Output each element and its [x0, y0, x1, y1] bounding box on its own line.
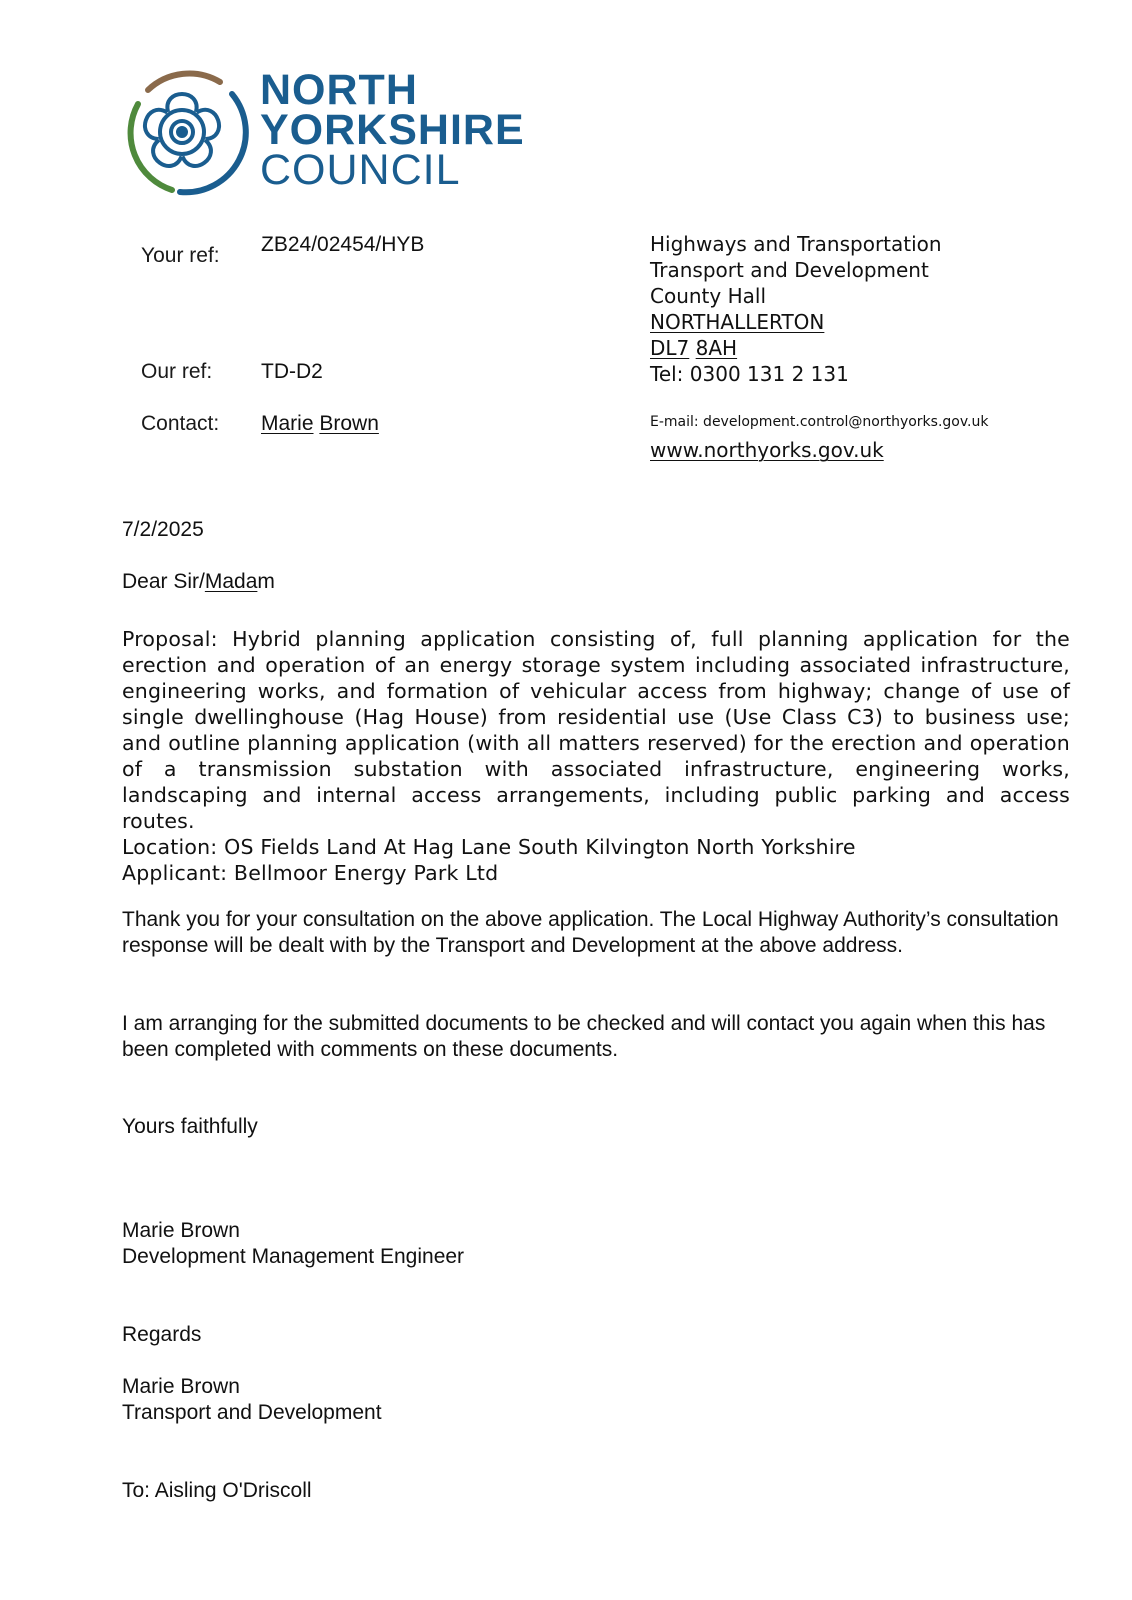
contact-label: Contact: [141, 412, 220, 435]
salutation-underlined: Mada [204, 570, 258, 593]
contact-last-name: Brown [319, 412, 379, 435]
proposal-text: Proposal: Hybrid planning application consisting of, full planning application for the erection and operation of an energy storage system including associated infrastructure, engineering works, and formation of vehicular access from highway; change of use of single dwellinghouse (Hag House) from residential use (Use Class C3) to business use; and outline planning application (with all matters reserved) for the erection and operation of a transmission substation with associated infrastructure, engineering works, landscaping and internal access arrangements, including public parking and access routes. [122, 627, 1070, 833]
address-town: NORTHALLERTON [650, 310, 825, 334]
council-logo [120, 64, 525, 204]
proposal-block [122, 626, 1070, 886]
address-email[interactable]: E-mail: development.control@northyorks.gov.uk [650, 414, 989, 430]
address-postcode-inward: 8AH [695, 336, 738, 360]
logo-word-council: COUNCIL [260, 146, 461, 194]
your-ref-value: ZB24/02454/HYB [261, 233, 425, 256]
contact-first-name: Marie [261, 412, 314, 435]
signatory-2-name: Marie Brown [122, 1375, 240, 1398]
address-block [650, 231, 942, 387]
closing: Yours faithfully [122, 1115, 258, 1138]
signatory-1-title: Development Management Engineer [122, 1245, 465, 1268]
address-line-3: County Hall [650, 284, 766, 308]
logo-word-north: NORTH [260, 66, 418, 114]
address-line-2: Transport and Development [650, 258, 929, 282]
salutation-suffix: m [257, 570, 275, 593]
salutation-prefix: Dear Sir/ [122, 570, 205, 593]
body-paragraph-2: I am arranging for the submitted documents to be checked and will contact you again when this has been completed with comments on these documents. [122, 1012, 1046, 1061]
contact-name [261, 411, 379, 437]
address-postcode-outward: DL7 [650, 336, 690, 360]
white-rose-emblem-icon [120, 64, 250, 199]
address-line-1: Highways and Transportation [650, 232, 942, 256]
website-link[interactable]: www.northyorks.gov.uk [650, 438, 884, 462]
applicant-text: Applicant: Bellmoor Energy Park Ltd [122, 861, 499, 885]
your-ref-label: Your ref: [141, 244, 220, 267]
signatory-1-name: Marie Brown [122, 1219, 240, 1242]
our-ref-label: Our ref: [141, 360, 213, 383]
our-ref-value: TD-D2 [261, 360, 323, 383]
address-telephone: Tel: 0300 131 2 131 [650, 362, 849, 386]
letter-date: 7/2/2025 [122, 518, 204, 541]
signatory-2-title: Transport and Development [122, 1401, 382, 1424]
salutation [122, 569, 275, 595]
location-text: Location: OS Fields Land At Hag Lane South Kilvington North Yorkshire [122, 835, 856, 859]
recipient: To: Aisling O'Driscoll [122, 1479, 312, 1502]
logo-word-yorkshire: YORKSHIRE [260, 106, 525, 154]
regards: Regards [122, 1323, 202, 1346]
body-paragraph-1: Thank you for your consultation on the above application. The Local Highway Authority’s consultation response will be dealt with by the Transport and Development at the above address. [122, 908, 1059, 957]
